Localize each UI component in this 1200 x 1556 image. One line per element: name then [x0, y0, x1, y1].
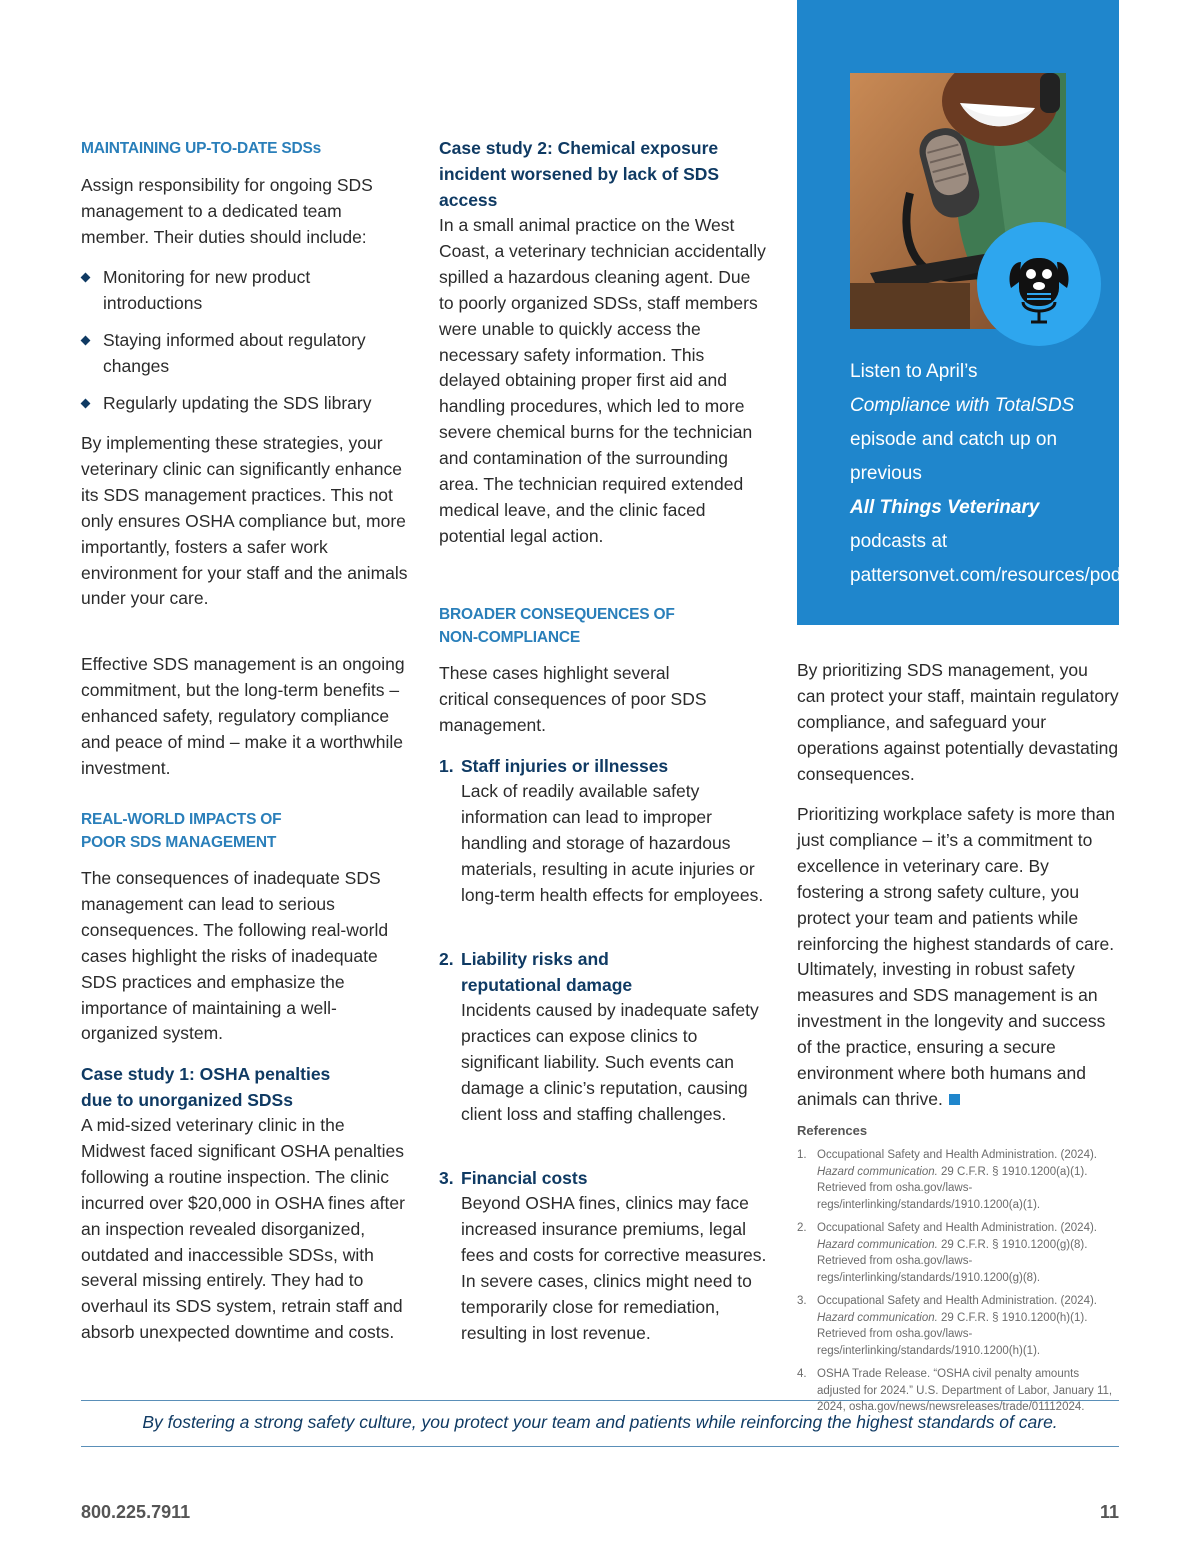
commitment-paragraph: Effective SDS management is an ongoing commitment, but the long-term benefits – enhanced safety, regulatory compliance and peace of mind – make it a worthwhile investment.: [81, 654, 405, 778]
consequence-item-3: 3. Financial costs Beyond OSHA fines, clinics may face increased insurance premiums, legal fees and costs for corrective measures. In severe cases, clinics might need to temporarily close for remediation, resulting in lost revenue.: [439, 1168, 767, 1343]
section-heading-maintaining: MAINTAINING UP-TO-DATE SDSs: [81, 140, 322, 157]
end-of-article-icon: [949, 1094, 960, 1105]
quote-rule-top: [81, 1400, 1119, 1401]
podcast-promo-text: Listen to April’s Compliance with TotalSDS episode and catch up on previous All Things Veterinary podcasts at pattersonvet.com/resources/podcast.: [850, 361, 1162, 586]
prioritizing-paragraph: By prioritizing SDS management, you can protect your staff, maintain regulatory compliance, and safeguard your operations against potentially devastating consequences.: [797, 660, 1119, 784]
case-study-1-title: Case study 1: OSHA penalties due to unorganized SDSs: [81, 1064, 331, 1110]
list-item: Monitoring for new product introductions: [81, 265, 411, 317]
workplace-safety-paragraph: Prioritizing workplace safety is more than just compliance – it’s a commitment to excellence in veterinary care. By fostering a strong safety culture, you protect your team and patients while reinforcing the highest standards of care. Ultimately, investing in robust safety measures and SDS management is an investment in the longevity and success of the practice, ensuring a secure environment where both humans and animals can thrive.: [797, 804, 1116, 1109]
consequences-paragraph: The consequences of inadequate SDS management can lead to serious consequences. The following real-world cases highlight the risks of inadequate SDS practices and emphasize the importance of maintaining a well-organized system.: [81, 868, 389, 1044]
reference-item: 3. Occupational Safety and Health Administration. (2024). Hazard communication. 29 C.F.R. § 1910.1200(h)(1). Retrieved from osha.gov/laws-regs/interlinking/standards/1910.1200(h)(1).: [797, 1295, 1097, 1357]
dog-microphone-icon: [977, 222, 1101, 346]
reference-item: 2. Occupational Safety and Health Administration. (2024). Hazard communication. 29 C.F.R. § 1910.1200(g)(8). Retrieved from osha.gov/laws-regs/interlinking/standards/1910.1200(g)(8).: [797, 1222, 1097, 1284]
duties-list: [81, 265, 411, 417]
podcast-dog-badge: [977, 222, 1101, 346]
intro-paragraph: Assign responsibility for ongoing SDS management to a dedicated team member. Their duties should include:: [81, 175, 373, 247]
consequence-item-2: 2. Liability risks and reputational damage Incidents caused by inadequate safety practices can expose clinics to significant liability. Such events can damage a clinic’s reputation, causing client loss and staffing challenges.: [439, 949, 759, 1124]
references-list: [797, 1147, 1119, 1416]
case-study-2-body: In a small animal practice on the West Coast, a veterinary technician accidentally spilled a hazardous cleaning agent. Due to poorly organized SDSs, staff members were unable to quickly access the necessary safety information. This delayed obtaining proper first aid and handling procedures, which led to more severe chemical burns for the technician and contamination of the surrounding area. The technician required extended medical leave, and the clinic faced potential legal action.: [439, 215, 766, 546]
podcast-promo-box: [797, 0, 1162, 625]
references-heading: References: [797, 1123, 868, 1138]
diamond-bullet-icon: [81, 273, 91, 283]
case-study-2-title: Case study 2: Chemical exposure incident worsened by lack of SDS access: [439, 138, 720, 210]
quote-rule-bottom: [81, 1446, 1119, 1447]
reference-item: 1. Occupational Safety and Health Administration. (2024). Hazard communication. 29 C.F.R. § 1910.1200(a)(1). Retrieved from osha.gov/laws-regs/interlinking/standards/1910.1200(a)(1).: [797, 1149, 1097, 1211]
page-number: 11: [1099, 1502, 1119, 1522]
cases-highlight-paragraph: These cases highlight several critical consequences of poor SDS management.: [439, 663, 707, 735]
podcast-link[interactable]: podcasts at pattersonvet.com/resources/podcast.: [850, 531, 1162, 586]
diamond-bullet-icon: [81, 335, 91, 345]
reference-item: 4. OSHA Trade Release. “OSHA civil penalty amounts adjusted for 2024.” U.S. Department of Labor, January 11, 2024, osha.gov/news/newsreleases/trade/01112024.: [797, 1368, 1113, 1413]
consequence-item-1: 1. Staff injuries or illnesses Lack of readily available safety information can lead to improper handling and storage of hazardous materials, resulting in acute injuries or long-term health effects for employees.: [439, 756, 764, 905]
section-heading-real-world: REAL-WORLD IMPACTS OF POOR SDS MANAGEMENT: [81, 811, 282, 851]
diamond-bullet-icon: [81, 398, 91, 408]
list-item: Regularly updating the SDS library: [81, 391, 411, 417]
strategies-paragraph: By implementing these strategies, your veterinary clinic can significantly enhance its SDS management practices. This not only ensures OSHA compliance but, more importantly, fosters a safer work environment for your staff and the animals under your care.: [81, 433, 408, 609]
section-heading-broader: BROADER CONSEQUENCES OF NON-COMPLIANCE: [439, 606, 675, 646]
list-item: Staying informed about regulatory changes: [81, 328, 411, 380]
pull-quote: By fostering a strong safety culture, you protect your team and patients while reinforcing the highest standards of care.: [142, 1412, 1058, 1432]
footer-phone: 800.225.7911: [81, 1502, 191, 1522]
case-study-1-body: A mid-sized veterinary clinic in the Midwest faced significant OSHA penalties following a routine inspection. The clinic incurred over $20,000 in OSHA fines after an inspection revealed disorganized, outdated and inaccessible SDSs, with several missing entirely. They had to overhaul its SDS system, retrain staff and absorb unexpected downtime and costs.: [81, 1115, 405, 1343]
